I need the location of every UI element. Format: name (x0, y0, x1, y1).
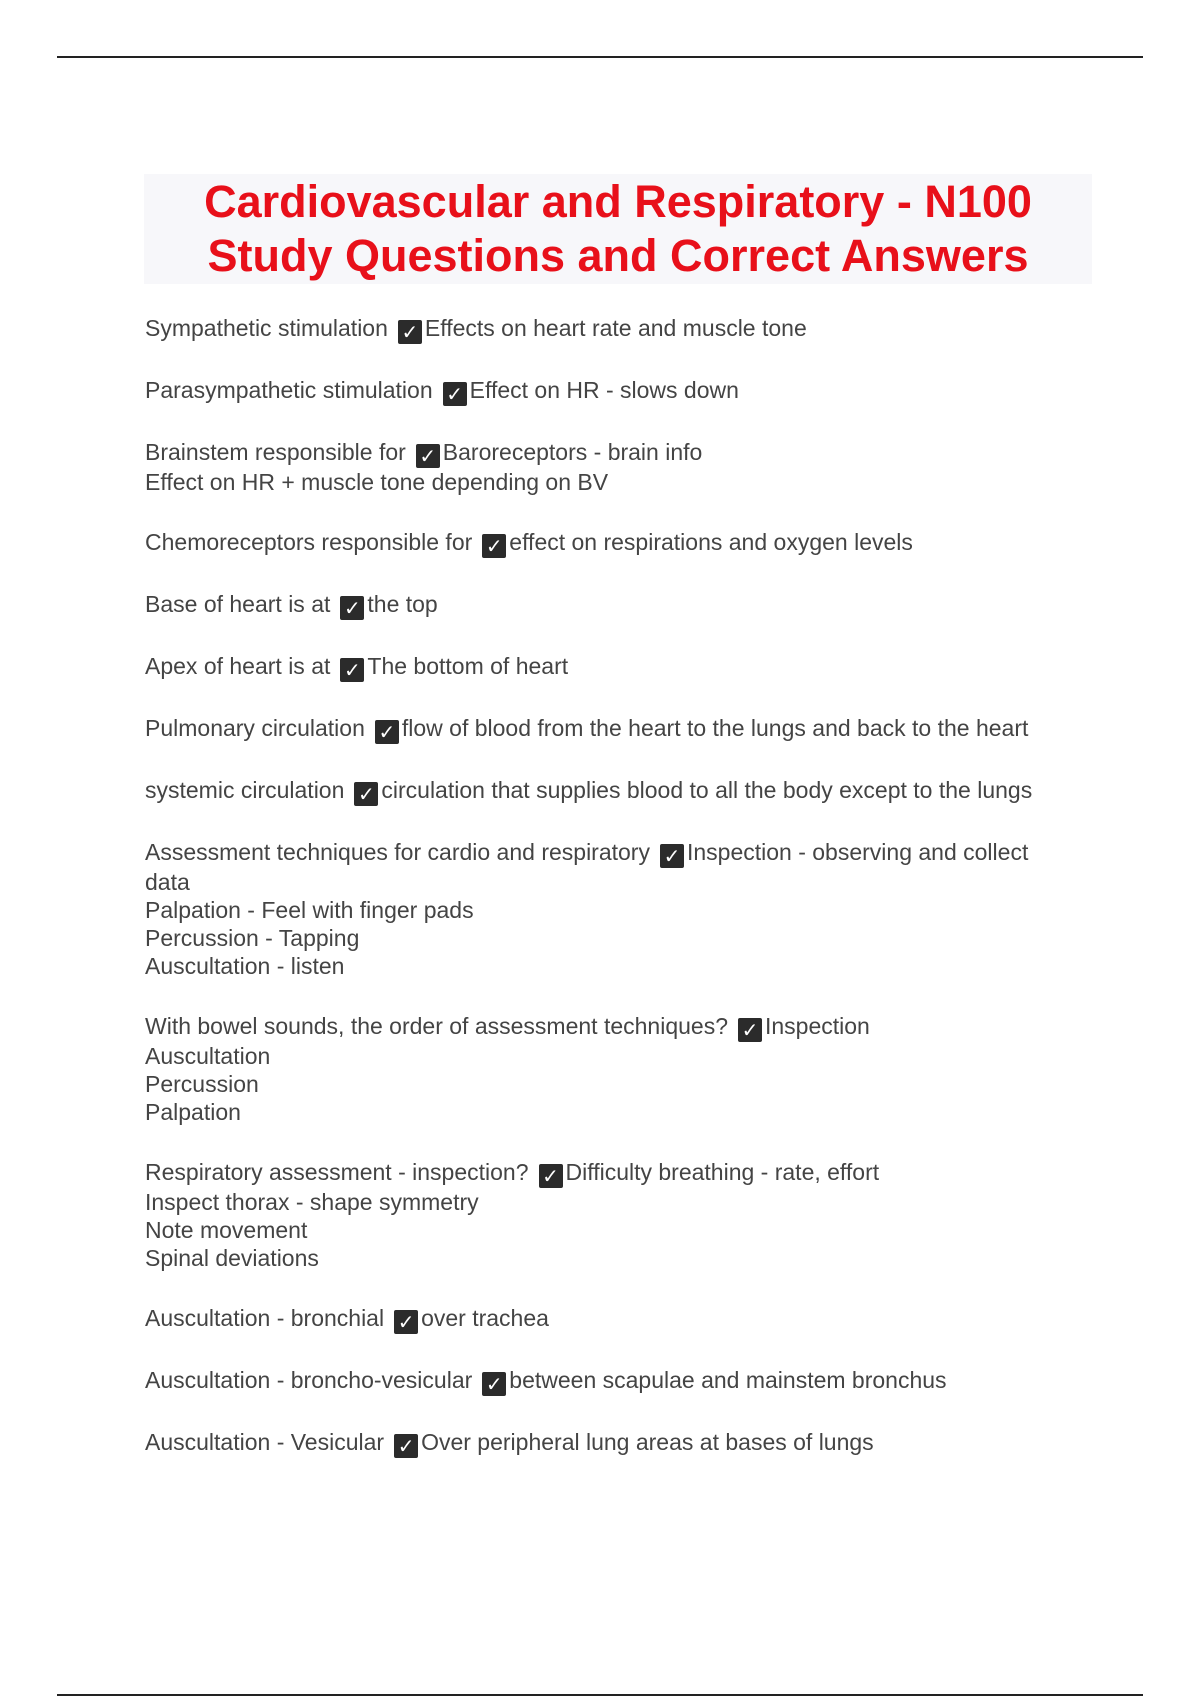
question-text: Assessment techniques for cardio and respiratory (145, 839, 650, 865)
qa-item (145, 1012, 1105, 1126)
answer-text: Inspection - observing and collect (686, 839, 1029, 865)
checkmark-icon: ✓ (398, 320, 422, 344)
answer-text: The bottom of heart (367, 653, 569, 679)
qa-first-line (145, 1158, 1105, 1188)
answer-continuation-line: Percussion - Tapping (145, 925, 360, 951)
qa-item (145, 838, 1105, 980)
answer-continuation-line: Note movement (145, 1217, 308, 1243)
answer-text: Effects on heart rate and muscle tone (424, 315, 807, 341)
qa-first-line (145, 1366, 1105, 1396)
question-text: Apex of heart is at (145, 653, 331, 679)
answer-text: circulation that supplies blood to all the body except to the lungs (381, 777, 1033, 803)
checkmark-icon: ✓ (340, 658, 364, 682)
qa-first-line (145, 776, 1105, 806)
checkmark-icon: ✓ (340, 596, 364, 620)
answer-continuation-line: Palpation (145, 1099, 241, 1125)
answer-text: Effect on HR - slows down (469, 377, 739, 403)
checkmark-icon: ✓ (375, 720, 399, 744)
question-text: Auscultation - bronchial (145, 1305, 385, 1331)
checkmark-icon: ✓ (539, 1164, 563, 1188)
checkmark-icon: ✓ (394, 1434, 418, 1458)
qa-first-line (145, 714, 1105, 744)
qa-item (145, 1366, 1105, 1396)
question-text: Auscultation - Vesicular (145, 1429, 385, 1455)
checkmark-icon: ✓ (482, 534, 506, 558)
qa-item (145, 376, 1105, 406)
answer-continuation-line: Auscultation (145, 1043, 271, 1069)
document-title-line-2: Study Questions and Correct Answers (207, 230, 1029, 281)
checkmark-icon: ✓ (482, 1372, 506, 1396)
answer-text: effect on respirations and oxygen levels (509, 529, 913, 555)
answer-continuation-line: Inspect thorax - shape symmetry (145, 1189, 479, 1215)
checkmark-icon: ✓ (660, 844, 684, 868)
answer-continuation-line: Auscultation - listen (145, 953, 345, 979)
qa-item (145, 776, 1105, 806)
answer-text: Inspection (765, 1013, 870, 1039)
answer-continuation-line: Palpation - Feel with finger pads (145, 897, 474, 923)
answer-text: Over peripheral lung areas at bases of lungs (421, 1429, 874, 1455)
question-text: Auscultation - broncho-vesicular (145, 1367, 473, 1393)
bottom-rule (57, 1694, 1143, 1696)
qa-first-line (145, 376, 1105, 406)
qa-item (145, 1304, 1105, 1334)
qa-item (145, 714, 1105, 744)
checkmark-icon: ✓ (416, 444, 440, 468)
qa-list (145, 314, 1105, 1490)
answer-text: Baroreceptors - brain info (442, 439, 703, 465)
qa-first-line (145, 838, 1105, 868)
checkmark-icon: ✓ (354, 782, 378, 806)
qa-item (145, 1158, 1105, 1272)
answer-text: Difficulty breathing - rate, effort (565, 1159, 880, 1185)
qa-first-line (145, 528, 1105, 558)
answer-text: flow of blood from the heart to the lungs and back to the heart (401, 715, 1029, 741)
answer-continuation-line: data (145, 869, 190, 895)
answer-text: between scapulae and mainstem bronchus (509, 1367, 947, 1393)
question-text: Brainstem responsible for (145, 439, 406, 465)
qa-item (145, 438, 1105, 496)
question-text: Base of heart is at (145, 591, 331, 617)
qa-item (145, 314, 1105, 344)
question-text: systemic circulation (145, 777, 345, 803)
qa-first-line (145, 438, 1105, 468)
qa-item (145, 528, 1105, 558)
question-text: Respiratory assessment - inspection? (145, 1159, 529, 1185)
qa-first-line (145, 590, 1105, 620)
qa-first-line (145, 1012, 1105, 1042)
answer-text: over trachea (421, 1305, 549, 1331)
answer-continuation-line: Spinal deviations (145, 1245, 319, 1271)
document-title-line-1: Cardiovascular and Respiratory - N100 (204, 176, 1032, 227)
qa-first-line (145, 314, 1105, 344)
checkmark-icon: ✓ (394, 1310, 418, 1334)
answer-continuation-line: Effect on HR + muscle tone depending on BV (145, 469, 609, 495)
question-text: Sympathetic stimulation (145, 315, 388, 341)
checkmark-icon: ✓ (443, 382, 467, 406)
question-text: Pulmonary circulation (145, 715, 365, 741)
question-text: Chemoreceptors responsible for (145, 529, 473, 555)
document-title-banner (144, 174, 1092, 284)
checkmark-icon: ✓ (738, 1018, 762, 1042)
top-rule (57, 56, 1143, 58)
question-text: With bowel sounds, the order of assessment techniques? (145, 1013, 728, 1039)
qa-first-line (145, 652, 1105, 682)
qa-item (145, 590, 1105, 620)
question-text: Parasympathetic stimulation (145, 377, 433, 403)
qa-item (145, 1428, 1105, 1458)
qa-item (145, 652, 1105, 682)
answer-continuation-line: Percussion (145, 1071, 259, 1097)
answer-text: the top (367, 591, 438, 617)
qa-first-line (145, 1428, 1105, 1458)
qa-first-line (145, 1304, 1105, 1334)
